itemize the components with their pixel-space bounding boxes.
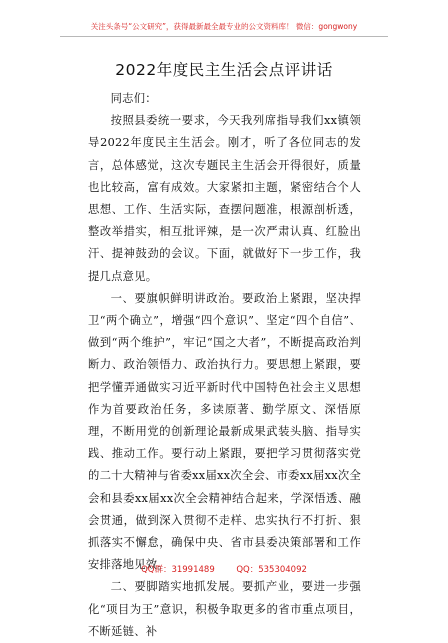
document-title: 2022年度民主生活会点评讲话 [115,61,333,79]
footer-contact: QQ群：31991489 QQ：535304092 [141,565,307,575]
header-divider [60,36,388,37]
salutation: 同志们： [110,92,157,105]
paragraph-intro: 按照县委统一要求，今天我列席指导我们xx镇领导2022年度民主生活会。刚才，听了各位同志的发言，总体感觉，这次专题民主生活会开得很好，质量也比较高，富有成效。大家紧扣主题，紧密结合个人思想、工作、生活实际，查摆问题准，根源剖析透，整改举措实，相互批评辣，是一次严肃认真、红脸出汗、提神鼓劲的会议。下面，就做好下一步工作，我提几点意见。 [88,114,361,283]
paragraph-development: 二、要脚踏实地抓发展。要抓产业，要进一步强化“项目为王”意识，积极争取更多的省市重点项目，不断延链、补 [88,580,361,638]
document-body [88,88,361,643]
top-banner: 关注头条号“公文研究”，获得最新最全最专业的公文资料库！ 微信：gongwony [90,22,358,31]
paragraph-politics: 一、要旗帜鲜明讲政治。要政治上紧跟，坚决捍卫“两个确立”，增强“四个意识”、坚定“四个自信”、做到“两个维护”，牢记“国之大者”，不断提高政治判断力、政治领悟力、政治执行力。要思想上紧跟，要把学懂弄通做实习近平新时代中国特色社会主义思想作为首要政治任务，多读原著、勤学原文、深悟原理，不断用党的创新理论最新成果武装头脑、指导实践、推动工作。要行动上紧跟，要把学习贯彻落实党的二十大精神与省委xx届xx次全会、市委xx届xx次全会和县委xx届xx次全会精神结合起来，学深悟透、融会贯通，做到深入贯彻不走样、忠实执行不打折、狠抓落实不懈怠，确保中央、省市县委决策部署和工作安排落地见效。 [88,291,361,572]
